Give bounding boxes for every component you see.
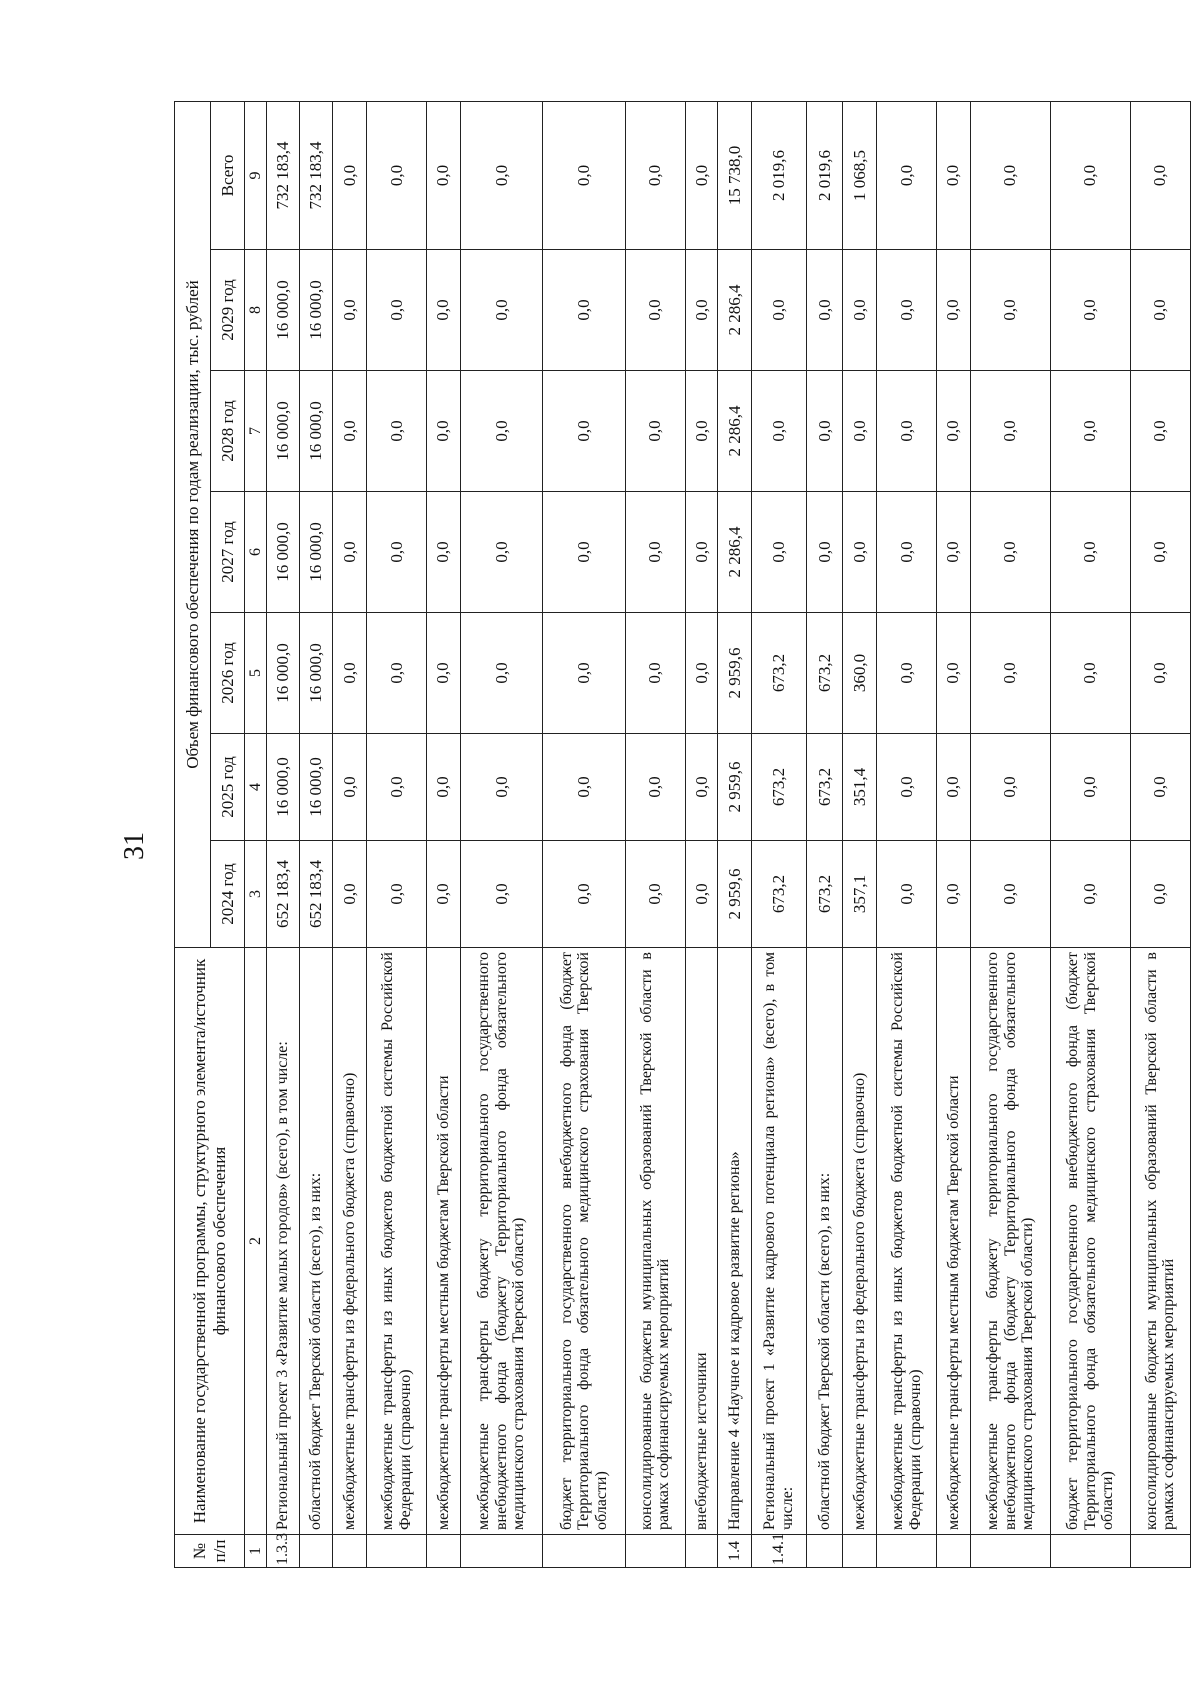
column-number: 5 — [245, 613, 267, 734]
row-number — [1050, 1535, 1130, 1568]
row-number — [970, 1535, 1050, 1568]
row-value: 0,0 — [1050, 250, 1130, 371]
column-number: 4 — [245, 734, 267, 841]
row-name: областной бюджет Тверской области (всего), из них: — [299, 948, 333, 1535]
row-value: 0,0 — [1130, 492, 1190, 613]
row-number — [625, 1535, 685, 1568]
row-value: 0,0 — [625, 492, 685, 613]
row-value: 0,0 — [460, 250, 543, 371]
row-value: 16 000,0 — [267, 613, 300, 734]
row-value: 0,0 — [625, 250, 685, 371]
row-value: 0,0 — [333, 734, 367, 841]
row-value: 0,0 — [877, 250, 937, 371]
row-value: 2 959,6 — [718, 734, 752, 841]
row-value: 0,0 — [367, 250, 427, 371]
row-total: 0,0 — [367, 101, 427, 249]
row-value: 16 000,0 — [299, 734, 333, 841]
row-value: 0,0 — [543, 492, 626, 613]
row-value: 0,0 — [877, 492, 937, 613]
row-value: 0,0 — [937, 371, 971, 492]
row-value: 0,0 — [937, 613, 971, 734]
row-name: Региональный проект 1 «Развитие кадрового потенциала региона» (всего), в том числе: — [752, 948, 807, 1535]
row-name: консолидированные бюджеты муниципальных образований Тверской области в рамках софинансируемых мероприятий — [625, 948, 685, 1535]
row-value: 2 286,4 — [718, 371, 752, 492]
row-value: 0,0 — [427, 250, 461, 371]
table-body — [267, 101, 1191, 1567]
row-total: 15 738,0 — [718, 101, 752, 249]
row-value: 0,0 — [367, 734, 427, 841]
row-value: 0,0 — [367, 613, 427, 734]
row-value: 0,0 — [333, 492, 367, 613]
table-row — [1130, 101, 1190, 1567]
row-value: 0,0 — [843, 371, 877, 492]
row-value: 0,0 — [752, 492, 807, 613]
row-number — [1130, 1535, 1190, 1568]
row-total: 0,0 — [877, 101, 937, 249]
row-value: 0,0 — [970, 250, 1050, 371]
row-name: межбюджетные трансферты из иных бюджетов бюджетной системы Российской Федерации (справочно) — [877, 948, 937, 1535]
table-row — [1050, 101, 1130, 1567]
row-value: 0,0 — [970, 613, 1050, 734]
row-number — [685, 1535, 718, 1568]
row-value: 0,0 — [543, 734, 626, 841]
row-name: бюджет территориального государственного внебюджетного фонда (бюджет Территориального фонда обязательного медицинского страхования Тверской области) — [543, 948, 626, 1535]
row-number — [299, 1535, 333, 1568]
row-number — [843, 1535, 877, 1568]
table-row — [333, 101, 367, 1567]
table-row — [543, 101, 626, 1567]
header-name: Наименование государственной программы, структурного элемента/источник финансового обеспечения — [175, 948, 245, 1535]
header-year: 2025 год — [211, 734, 245, 841]
row-value: 0,0 — [877, 841, 937, 948]
header-group: Объем финансового обеспечения по годам реализации, тыс. рублей — [175, 101, 211, 947]
row-value: 673,2 — [807, 841, 843, 948]
row-value: 0,0 — [843, 250, 877, 371]
row-total: 1 068,5 — [843, 101, 877, 249]
row-total: 0,0 — [427, 101, 461, 249]
table-row — [267, 101, 300, 1567]
row-value: 0,0 — [427, 841, 461, 948]
row-value: 0,0 — [807, 371, 843, 492]
row-value: 0,0 — [427, 371, 461, 492]
row-value: 0,0 — [367, 841, 427, 948]
row-value: 0,0 — [460, 613, 543, 734]
row-value: 0,0 — [1130, 250, 1190, 371]
table-row — [970, 101, 1050, 1567]
header-total: Всего — [211, 101, 245, 249]
row-total: 2 019,6 — [807, 101, 843, 249]
row-value: 0,0 — [625, 613, 685, 734]
row-number: 1.3.3 — [267, 1535, 300, 1568]
row-value: 0,0 — [427, 613, 461, 734]
row-value: 16 000,0 — [267, 250, 300, 371]
row-value: 0,0 — [685, 734, 718, 841]
table-row — [843, 101, 877, 1567]
row-value: 652 183,4 — [299, 841, 333, 948]
row-value: 0,0 — [543, 841, 626, 948]
row-total: 0,0 — [1050, 101, 1130, 249]
row-value: 0,0 — [625, 841, 685, 948]
row-value: 2 286,4 — [718, 492, 752, 613]
row-value: 0,0 — [685, 613, 718, 734]
row-value: 673,2 — [752, 841, 807, 948]
row-value: 0,0 — [427, 492, 461, 613]
row-value: 16 000,0 — [267, 492, 300, 613]
column-number: 1 — [245, 1535, 267, 1568]
header-year: 2029 год — [211, 250, 245, 371]
row-value: 0,0 — [970, 371, 1050, 492]
row-value: 0,0 — [970, 492, 1050, 613]
row-value: 2 286,4 — [718, 250, 752, 371]
row-total: 732 183,4 — [299, 101, 333, 249]
table-row — [367, 101, 427, 1567]
table-row — [937, 101, 971, 1567]
row-value: 673,2 — [752, 613, 807, 734]
row-value: 16 000,0 — [299, 492, 333, 613]
row-value: 0,0 — [752, 371, 807, 492]
row-value: 0,0 — [937, 250, 971, 371]
row-name: Региональный проект 3 «Развитие малых городов» (всего), в том числе: — [267, 948, 300, 1535]
header-num: № п/п — [175, 1535, 245, 1568]
row-value: 357,1 — [843, 841, 877, 948]
row-value: 0,0 — [807, 492, 843, 613]
row-value: 0,0 — [1050, 841, 1130, 948]
row-value: 0,0 — [460, 841, 543, 948]
table-row — [685, 101, 718, 1567]
row-value: 0,0 — [333, 613, 367, 734]
row-value: 0,0 — [1050, 734, 1130, 841]
row-value: 652 183,4 — [267, 841, 300, 948]
row-value: 0,0 — [460, 492, 543, 613]
row-number — [333, 1535, 367, 1568]
row-value: 0,0 — [1130, 841, 1190, 948]
row-value: 0,0 — [367, 492, 427, 613]
row-total: 0,0 — [937, 101, 971, 249]
row-value: 0,0 — [937, 492, 971, 613]
row-value: 2 959,6 — [718, 841, 752, 948]
row-value: 0,0 — [543, 250, 626, 371]
table-row — [718, 101, 752, 1567]
column-number: 3 — [245, 841, 267, 948]
row-total: 0,0 — [970, 101, 1050, 249]
row-value: 673,2 — [752, 734, 807, 841]
row-name: Направление 4 «Научное и кадровое развитие региона» — [718, 948, 752, 1535]
row-number — [807, 1535, 843, 1568]
row-total: 0,0 — [625, 101, 685, 249]
row-total: 0,0 — [1130, 101, 1190, 249]
row-value: 0,0 — [970, 841, 1050, 948]
row-number — [460, 1535, 543, 1568]
row-value: 0,0 — [543, 613, 626, 734]
row-name: бюджет территориального государственного внебюджетного фонда (бюджет Территориального фонда обязательного медицинского страхования Тверской области) — [1050, 948, 1130, 1535]
table-row — [427, 101, 461, 1567]
column-number: 2 — [245, 948, 267, 1535]
row-number — [877, 1535, 937, 1568]
row-value: 0,0 — [625, 734, 685, 841]
table-row — [625, 101, 685, 1567]
row-value: 0,0 — [877, 734, 937, 841]
row-value: 0,0 — [752, 250, 807, 371]
row-value: 0,0 — [333, 250, 367, 371]
row-value: 16 000,0 — [299, 371, 333, 492]
row-name: консолидированные бюджеты муниципальных образований Тверской области в рамках софинансируемых мероприятий — [1130, 948, 1190, 1535]
page-number: 31 — [119, 832, 150, 860]
table-row — [877, 101, 937, 1567]
row-total: 0,0 — [460, 101, 543, 249]
header-year: 2024 год — [211, 841, 245, 948]
row-value: 673,2 — [807, 613, 843, 734]
row-value: 0,0 — [1050, 492, 1130, 613]
column-number: 6 — [245, 492, 267, 613]
row-value: 0,0 — [460, 734, 543, 841]
row-number — [937, 1535, 971, 1568]
row-number: 1.4 — [718, 1535, 752, 1568]
row-name: межбюджетные трансферты из иных бюджетов бюджетной системы Российской Федерации (справочно) — [367, 948, 427, 1535]
row-value: 0,0 — [625, 371, 685, 492]
row-value: 16 000,0 — [299, 613, 333, 734]
row-name: межбюджетные трансферты бюджету территориального государственного внебюджетного фонда (бюджету Территориального фонда обязательного медицинского страхования Тверской области) — [460, 948, 543, 1535]
row-value: 2 959,6 — [718, 613, 752, 734]
header-year: 2028 год — [211, 371, 245, 492]
row-number — [543, 1535, 626, 1568]
table-row — [299, 101, 333, 1567]
row-name: межбюджетные трансферты бюджету территориального государственного внебюджетного фонда (бюджету Территориального фонда обязательного медицинского страхования Тверской области) — [970, 948, 1050, 1535]
row-value: 673,2 — [807, 734, 843, 841]
row-total: 2 019,6 — [752, 101, 807, 249]
row-name: внебюджетные источники — [685, 948, 718, 1535]
row-value: 0,0 — [1050, 613, 1130, 734]
column-number: 9 — [245, 101, 267, 249]
row-value: 0,0 — [937, 734, 971, 841]
row-value: 0,0 — [1130, 613, 1190, 734]
column-number: 8 — [245, 250, 267, 371]
table-row — [807, 101, 843, 1567]
financing-table — [174, 101, 1191, 1568]
row-name: областной бюджет Тверской области (всего), из них: — [807, 948, 843, 1535]
row-name: межбюджетные трансферты из федерального бюджета (справочно) — [333, 948, 367, 1535]
header-year: 2026 год — [211, 613, 245, 734]
row-value: 360,0 — [843, 613, 877, 734]
rotated-table-container — [174, 102, 1191, 1568]
row-name: межбюджетные трансферты из федерального бюджета (справочно) — [843, 948, 877, 1535]
row-name: межбюджетные трансферты местным бюджетам Тверской области — [937, 948, 971, 1535]
row-value: 351,4 — [843, 734, 877, 841]
row-total: 0,0 — [685, 101, 718, 249]
row-value: 0,0 — [460, 371, 543, 492]
row-number — [427, 1535, 461, 1568]
row-total: 732 183,4 — [267, 101, 300, 249]
row-number: 1.4.1 — [752, 1535, 807, 1568]
row-value: 16 000,0 — [299, 250, 333, 371]
row-value: 0,0 — [877, 613, 937, 734]
row-value: 0,0 — [843, 492, 877, 613]
row-value: 16 000,0 — [267, 371, 300, 492]
row-value: 0,0 — [1130, 371, 1190, 492]
row-value: 0,0 — [685, 492, 718, 613]
row-value: 0,0 — [807, 250, 843, 371]
row-value: 0,0 — [543, 371, 626, 492]
row-value: 0,0 — [937, 841, 971, 948]
row-value: 0,0 — [877, 371, 937, 492]
row-value: 0,0 — [1130, 734, 1190, 841]
table-row — [460, 101, 543, 1567]
row-total: 0,0 — [543, 101, 626, 249]
row-value: 0,0 — [685, 250, 718, 371]
row-value: 0,0 — [333, 841, 367, 948]
table-row — [752, 101, 807, 1567]
row-value: 0,0 — [1050, 371, 1130, 492]
column-number: 7 — [245, 371, 267, 492]
row-value: 0,0 — [427, 734, 461, 841]
header-year: 2027 год — [211, 492, 245, 613]
row-value: 0,0 — [685, 841, 718, 948]
row-value: 0,0 — [685, 371, 718, 492]
row-value: 0,0 — [367, 371, 427, 492]
row-value: 0,0 — [333, 371, 367, 492]
row-total: 0,0 — [333, 101, 367, 249]
row-number — [367, 1535, 427, 1568]
row-name: межбюджетные трансферты местным бюджетам Тверской области — [427, 948, 461, 1535]
row-value: 0,0 — [970, 734, 1050, 841]
row-value: 16 000,0 — [267, 734, 300, 841]
